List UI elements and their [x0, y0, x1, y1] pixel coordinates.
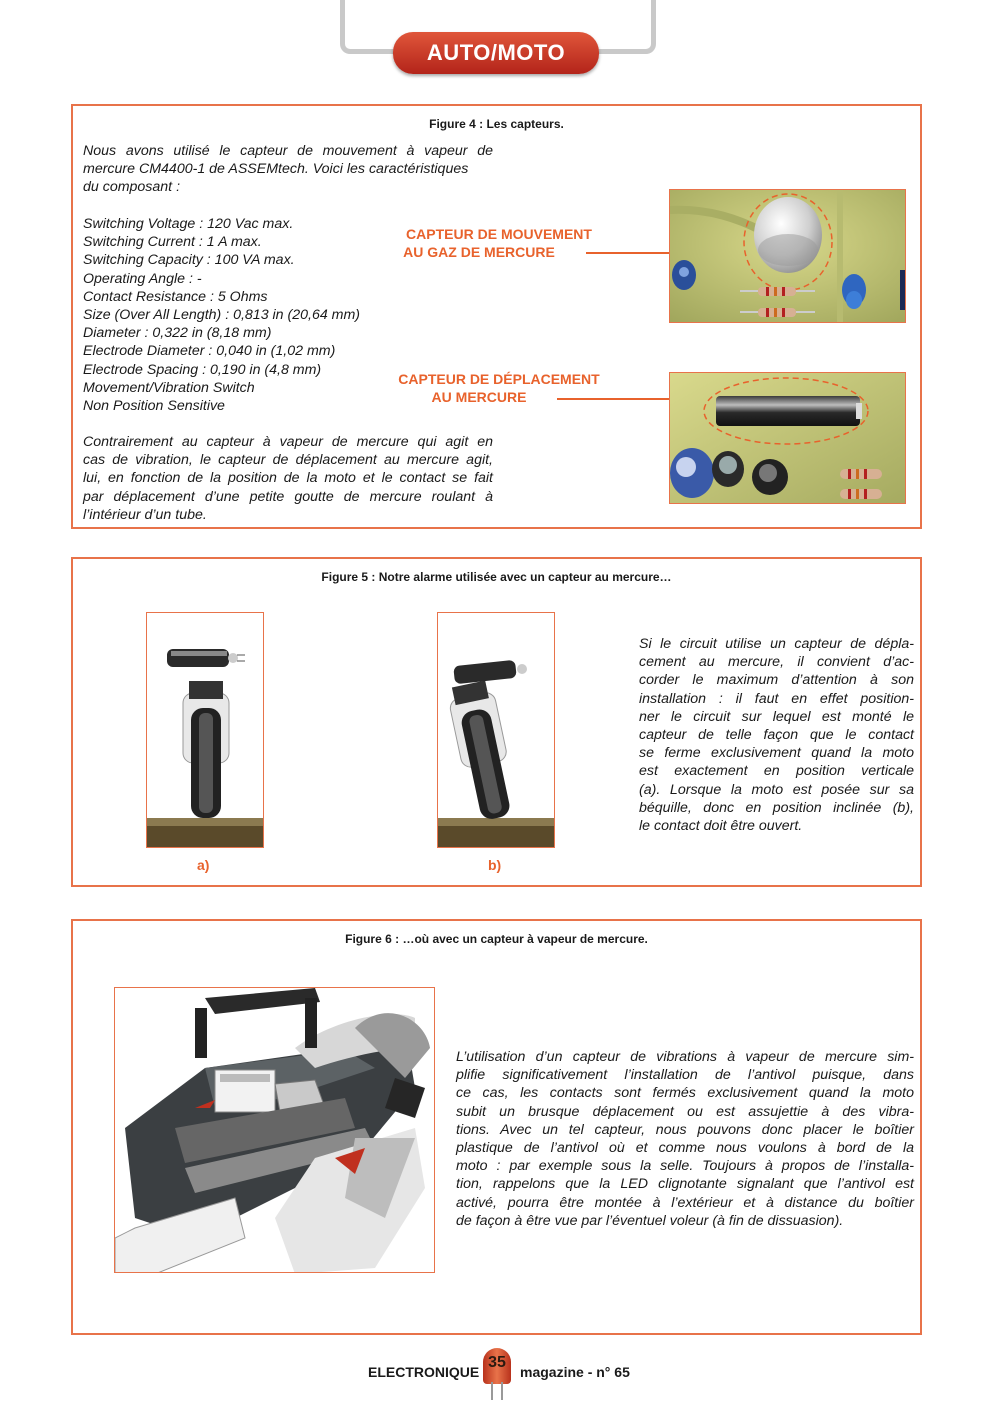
- spec-line: Switching Capacity : 100 VA max.: [83, 252, 295, 269]
- caption-a: a): [197, 857, 210, 873]
- footer-magazine-right: magazine - n° 65: [520, 1364, 630, 1380]
- figure-6-title: Figure 6 : …où avec un capteur à vapeur de mercure.: [345, 932, 648, 946]
- text-line: ner le circuit sur lequel est monté le: [639, 708, 914, 725]
- label-vapor-sensor: [391, 225, 607, 261]
- vapor-sensor-photo: [669, 189, 906, 323]
- text-line: l’intérieur d’un tube.: [83, 506, 207, 523]
- text-line: plifie significativement l’installation de l’antivol puisque, dans: [456, 1067, 914, 1084]
- text-line: du composant :: [83, 179, 181, 196]
- section-badge: [393, 32, 599, 74]
- footer: [0, 1348, 993, 1398]
- page-number: 35: [488, 1354, 506, 1371]
- figure-5-box: [71, 557, 922, 887]
- spec-line: Contact Resistance : 5 Ohms: [83, 288, 268, 305]
- figure-4-box: [71, 104, 922, 529]
- mercury-sensor-image: [670, 373, 906, 504]
- text-line: Nous avons utilisé le capteur de mouvement à vapeur de: [83, 143, 493, 159]
- text-line: de façon à être vue par l’éventuel voleur (à fin de dissuasion).: [456, 1212, 844, 1229]
- seat-installation-image: [115, 988, 435, 1273]
- spec-line: Diameter : 0,322 in (8,18 mm): [83, 325, 272, 342]
- text-line: se ferme exclusivement quand la moto: [639, 745, 914, 762]
- figure-5-text: [639, 635, 914, 835]
- figure-4-intro: [83, 142, 493, 197]
- text-line: mercure CM4400-1 de ASSEMtech. Voici les caractéristiques: [83, 161, 469, 178]
- text-line: L’utilisation d’un capteur de vibrations à vapeur de mercure sim-: [456, 1049, 914, 1065]
- figure-6-text: [456, 1048, 914, 1230]
- motorcycle-tilted-image: [438, 613, 555, 848]
- spec-line: Movement/Vibration Switch: [83, 379, 255, 396]
- text-line: (a). Lorsque la moto est posée sur sa: [639, 781, 914, 798]
- spec-line: Non Position Sensitive: [83, 398, 225, 415]
- led-page-icon: [483, 1348, 511, 1400]
- spec-line: Electrode Spacing : 0,190 in (4,8 mm): [83, 361, 322, 378]
- text-line: Contrairement au capteur à vapeur de mercure qui agit en: [83, 434, 493, 450]
- label-line: AU MERCURE: [431, 389, 527, 405]
- figure-4-title: Figure 4 : Les capteurs.: [429, 117, 564, 131]
- label-mercury-sensor: [391, 370, 607, 406]
- text-line: ce cas, les contacts sont fermés exclusivement quand la moto: [456, 1085, 914, 1102]
- spec-line: Size (Over All Length) : 0,813 in (20,64 mm): [83, 307, 361, 324]
- mercury-sensor-photo: [669, 372, 906, 504]
- text-line: installation : il faut en effet position-: [639, 690, 914, 707]
- text-line: lui, en fonction de la position de la moto et le contact se fait: [83, 470, 493, 487]
- motorcycle-upright-image: [147, 613, 264, 848]
- text-line: subit un brusque déplacement ou est assujettie à des vibra-: [456, 1103, 914, 1120]
- section-title: AUTO/MOTO: [426, 40, 566, 65]
- label-line: AU GAZ DE MERCURE: [403, 244, 555, 260]
- footer-magazine-left: ELECTRONIQUE: [368, 1364, 480, 1380]
- text-line: est exactement en position verticale: [639, 763, 914, 780]
- label-line: CAPTEUR DE DÉPLACEMENT: [398, 371, 600, 387]
- figure-4-outro: [83, 433, 493, 524]
- caption-b: b): [488, 857, 502, 873]
- figure-4-specs: [83, 215, 360, 415]
- text-line: béquille, donc en position inclinée (b),: [639, 799, 914, 816]
- label-line: CAPTEUR DE MOUVEMENT: [406, 226, 592, 242]
- text-line: par déplacement d’une petite goutte de mercure roulant à: [83, 488, 493, 505]
- text-line: Si le circuit utilise un capteur de dépla-: [639, 636, 914, 652]
- figure-6-box: [71, 919, 922, 1335]
- text-line: plastique de l’antivol où et comme nous voulons à bord de la: [456, 1140, 914, 1157]
- spec-line: Switching Voltage : 120 Vac max.: [83, 216, 294, 232]
- seat-installation-photo: [114, 987, 435, 1273]
- text-line: corder le maximum d’attention à son: [639, 672, 914, 689]
- spec-line: Operating Angle : -: [83, 270, 202, 287]
- text-line: activé, pourra être montée à l’extérieur et à distance du boîtier: [456, 1194, 914, 1211]
- text-line: tion, rappelons que la LED clignotante signalant que l’antivol est: [456, 1176, 914, 1193]
- text-line: cement au mercure, il convient d’ac-: [639, 654, 914, 671]
- motorcycle-upright-photo: [146, 612, 264, 848]
- figure-5-title: Figure 5 : Notre alarme utilisée avec un capteur au mercure…: [321, 570, 672, 584]
- text-line: cas de vibration, le capteur de déplacement au mercure agit,: [83, 452, 493, 469]
- spec-line: Electrode Diameter : 0,040 in (1,02 mm): [83, 343, 336, 360]
- text-line: tions. Avec un tel capteur, nous pouvons donc placer le boîtier: [456, 1121, 914, 1138]
- motorcycle-tilted-photo: [437, 612, 555, 848]
- vapor-sensor-image: [670, 190, 906, 323]
- text-line: moto : par exemple sous la selle. Toujours à propos de l’installa-: [456, 1158, 914, 1175]
- spec-line: Switching Current : 1 A max.: [83, 234, 262, 251]
- text-line: capteur de telle façon que le contact: [639, 727, 914, 744]
- text-line: le contact doit être ouvert.: [639, 818, 803, 835]
